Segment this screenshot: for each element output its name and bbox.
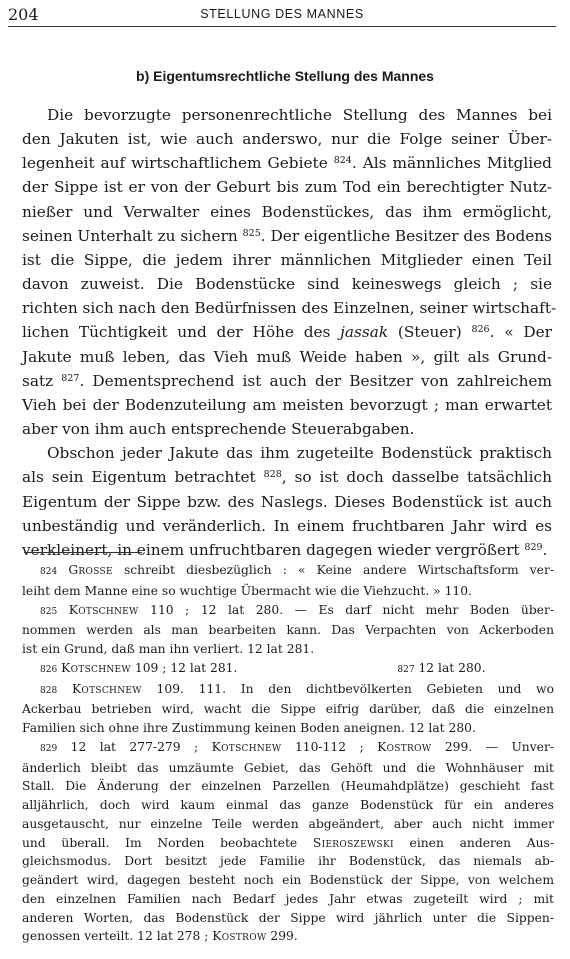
text-segment: 110 ; 12 lat 280. — Es darf nicht mehr Boden über- <box>138 602 554 617</box>
text-segment: 12 lat 277-279 ; <box>57 739 212 754</box>
text-segment: 12 lat 280. <box>414 660 486 675</box>
text-segment: 110-112 ; <box>281 739 378 754</box>
footnote-divider <box>24 552 142 553</box>
text-line <box>22 538 552 562</box>
footnote-line <box>22 796 554 815</box>
text-segment: 109 ; 12 lat 281. <box>130 660 238 675</box>
text-segment: seinen Unterhalt zu sichern <box>22 226 243 245</box>
text-segment <box>57 682 72 696</box>
author-name: Kotschnew <box>211 739 282 754</box>
footnote-reference: 827 <box>61 372 80 384</box>
footnote-line <box>22 621 554 640</box>
text-line <box>22 320 552 344</box>
text-segment: 109. 111. In den dichtbevölkerten Gebieten und wo <box>141 681 554 696</box>
author-name: Kotschnew <box>68 602 139 617</box>
text-segment: schreibt diesbezüglich : « Keine andere Wirtschaftsform ver- <box>112 563 554 577</box>
text-segment: den Jakuten ist, wie auch anderswo, nur die Folge seiner Über- <box>22 130 552 149</box>
footnote <box>22 680 554 738</box>
author-name: Kotschnew <box>71 681 142 696</box>
text-line <box>22 272 552 296</box>
text-line <box>22 465 552 489</box>
footnote-number: 824 <box>40 567 58 577</box>
text-segment: Vieh bei der Bodenzuteilung am meisten bevorzugt ; man erwartet <box>22 395 552 414</box>
text-segment: 299. — Unver- <box>431 739 554 754</box>
footnote-line <box>22 659 554 680</box>
text-segment: einen anderen Aus- <box>393 835 555 850</box>
footnote-line <box>22 640 554 659</box>
footnote-line <box>22 852 554 871</box>
text-line <box>22 369 552 393</box>
text-segment: gleichsmodus. Dort besitzt jede Familie ihr Bodenstück, das niemals ab- <box>22 854 554 869</box>
text-line <box>22 393 552 417</box>
text-segment: ist ein Grund, daß man ihn verliert. 12 lat 281. <box>22 642 315 656</box>
text-line <box>22 151 552 175</box>
text-segment: legenheit auf wirtschaftlichem Gebiete <box>22 154 334 173</box>
text-segment: , so ist doch dasselbe tatsächlich <box>281 468 552 487</box>
text-segment: ausgetauscht, nur einzelne Teile werden abgeändert, aber auch nicht immer <box>22 816 554 831</box>
text-segment: . Der eigentliche Besitzer des Bodens <box>260 226 552 245</box>
body-text <box>22 103 557 562</box>
footnote-line <box>22 871 554 890</box>
text-line <box>22 248 552 272</box>
section-heading: b) Eigentumsrechtliche Stellung des Mannes <box>136 68 434 84</box>
paragraph <box>22 441 552 562</box>
text-segment: Familien sich ohne ihre Zustimmung keinen Boden aneignen. 12 lat 280. <box>22 721 476 735</box>
footnote <box>22 659 554 680</box>
footnote-number: 825 <box>40 606 58 617</box>
text-segment: . Dementsprechend ist auch der Besitzer von zahlreichem <box>79 371 552 390</box>
text-segment <box>57 603 69 617</box>
text-segment <box>57 563 68 577</box>
running-head <box>8 4 556 27</box>
footnote-line <box>22 759 554 778</box>
footnote <box>22 561 554 601</box>
text-segment: Eigentum der Sippe bzw. des Naslegs. Dieses Bodenstück ist auch <box>22 492 552 511</box>
author-name: Kostrow <box>212 929 267 944</box>
italic-term: jassak <box>340 323 389 342</box>
text-line <box>22 490 552 514</box>
text-segment: der Sippe ist er von der Geburt bis zum Tod ein berechtigter Nutz- <box>22 178 552 197</box>
text-segment: unbeständig und veränderlich. In einem fruchtbaren Jahr wird es <box>22 516 552 535</box>
text-segment: Obschon jeder Jakute das ihm zugeteilte Bodenstück praktisch <box>47 444 552 463</box>
text-line <box>22 296 557 320</box>
text-line <box>22 103 552 127</box>
author-name: Grosse <box>68 563 113 577</box>
footnote-line <box>22 582 554 601</box>
footnote-line <box>22 719 554 738</box>
text-segment: Jakute muß leben, das Vieh muß Weide haben », gilt als Grund- <box>22 347 552 366</box>
text-segment: nommen werden als man bearbeiten kann. Das Verpachten von Ackerboden <box>22 623 554 638</box>
running-title: STELLUNG DES MANNES <box>200 7 364 21</box>
text-line <box>22 417 552 441</box>
footnote-number: 829 <box>40 743 58 754</box>
author-name: Sieroszewski <box>312 835 394 850</box>
text-segment: änderlich bleibt das umzäumte Gebiet, das Gehöft und die Wohnhäuser mit <box>22 760 554 775</box>
text-segment: Die bevorzugte personenrechtliche Stellung des Mannes bei <box>47 106 552 124</box>
text-segment: ist die Sippe, die jedem ihrer männlichen Mitglieder einen Teil <box>22 250 552 269</box>
paragraph <box>22 103 557 441</box>
footnotes <box>22 561 554 946</box>
text-line <box>22 224 552 248</box>
footnote-number: 826 <box>40 664 58 675</box>
footnote-line <box>22 738 554 759</box>
text-segment: . « Der <box>489 323 552 342</box>
text-segment: richten sich nach den Bedürfnissen des Einzelnen, seiner wirtschaft- <box>22 299 557 318</box>
footnote-reference: 824 <box>333 155 352 167</box>
author-name: Kotschnew <box>61 660 131 675</box>
footnote-reference: 829 <box>524 541 543 553</box>
footnote-line <box>22 927 554 946</box>
footnote-reference: 828 <box>263 469 282 481</box>
footnote-line <box>22 909 554 928</box>
text-segment: Stall. Die Änderung der einzelnen Parzellen (Heumahdplätze) geschieht fast <box>22 779 554 794</box>
footnote-line <box>22 890 554 909</box>
footnote-number: 828 <box>40 685 58 696</box>
footnote-reference: 825 <box>242 227 261 239</box>
text-segment: und überall. Im Norden beobachtete <box>22 835 313 850</box>
footnote-line <box>22 561 554 582</box>
author-name: Kostrow <box>377 739 432 754</box>
text-segment: aber von ihm auch entsprechende Steuerabgaben. <box>22 420 415 439</box>
text-segment: (Steuer) <box>388 323 472 342</box>
footnote-line <box>22 601 554 622</box>
text-segment: verkleinert, in einem unfruchtbaren dagegen wieder vergrößert <box>22 540 525 559</box>
footnote-line <box>22 680 554 701</box>
text-segment: anderen Worten, das Bodenstück der Sippe wird jährlich unter die Sippen- <box>22 910 554 925</box>
footnote <box>22 738 554 946</box>
text-line <box>22 514 552 538</box>
text-line <box>22 345 552 369</box>
text-line <box>22 175 552 199</box>
text-segment: alljährlich, doch wird kaum einmal das ganze Bodenstück für ein anderes <box>22 798 554 812</box>
text-segment: 299. <box>266 929 298 944</box>
text-segment: den einzelnen Familien nach Bedarf jedes Jahr etwas zugeteilt wird ; mit <box>22 891 554 906</box>
footnote <box>22 601 554 659</box>
text-line <box>22 127 552 151</box>
footnote-number: 827 <box>397 664 415 675</box>
text-line <box>22 200 552 224</box>
text-segment: als sein Eigentum betrachtet <box>22 468 264 487</box>
footnote-line <box>22 777 554 796</box>
text-segment: genossen verteilt. 12 lat 278 ; <box>22 929 213 944</box>
text-segment: nießer und Verwalter eines Bodenstückes, das ihm ermöglicht, <box>22 202 552 221</box>
footnote-line <box>22 815 554 834</box>
text-segment: leiht dem Manne eine so wuchtige Übermacht wie die Viehzucht. » 110. <box>22 583 472 598</box>
text-segment: davon zuweist. Die Bodenstücke sind keineswegs gleich ; sie <box>22 275 552 294</box>
text-segment: . Als männliches Mitglied <box>351 154 552 173</box>
text-segment: geändert wird, dagegen besteht noch ein Bodenstück der Sippe, von welchem <box>22 873 554 887</box>
footnote-line <box>22 700 554 719</box>
text-segment: satz <box>22 371 62 390</box>
footnote-reference: 826 <box>471 324 490 336</box>
text-line <box>22 441 552 465</box>
text-segment: . <box>542 540 548 559</box>
text-segment: Ackerbau betrieben wird, wacht die Sippe eifrig darüber, daß die einzelnen <box>22 702 554 717</box>
page-number: 204 <box>8 5 39 24</box>
text-segment: lichen Tüchtigkeit und der Höhe des <box>22 323 341 342</box>
footnote-line <box>22 834 554 853</box>
